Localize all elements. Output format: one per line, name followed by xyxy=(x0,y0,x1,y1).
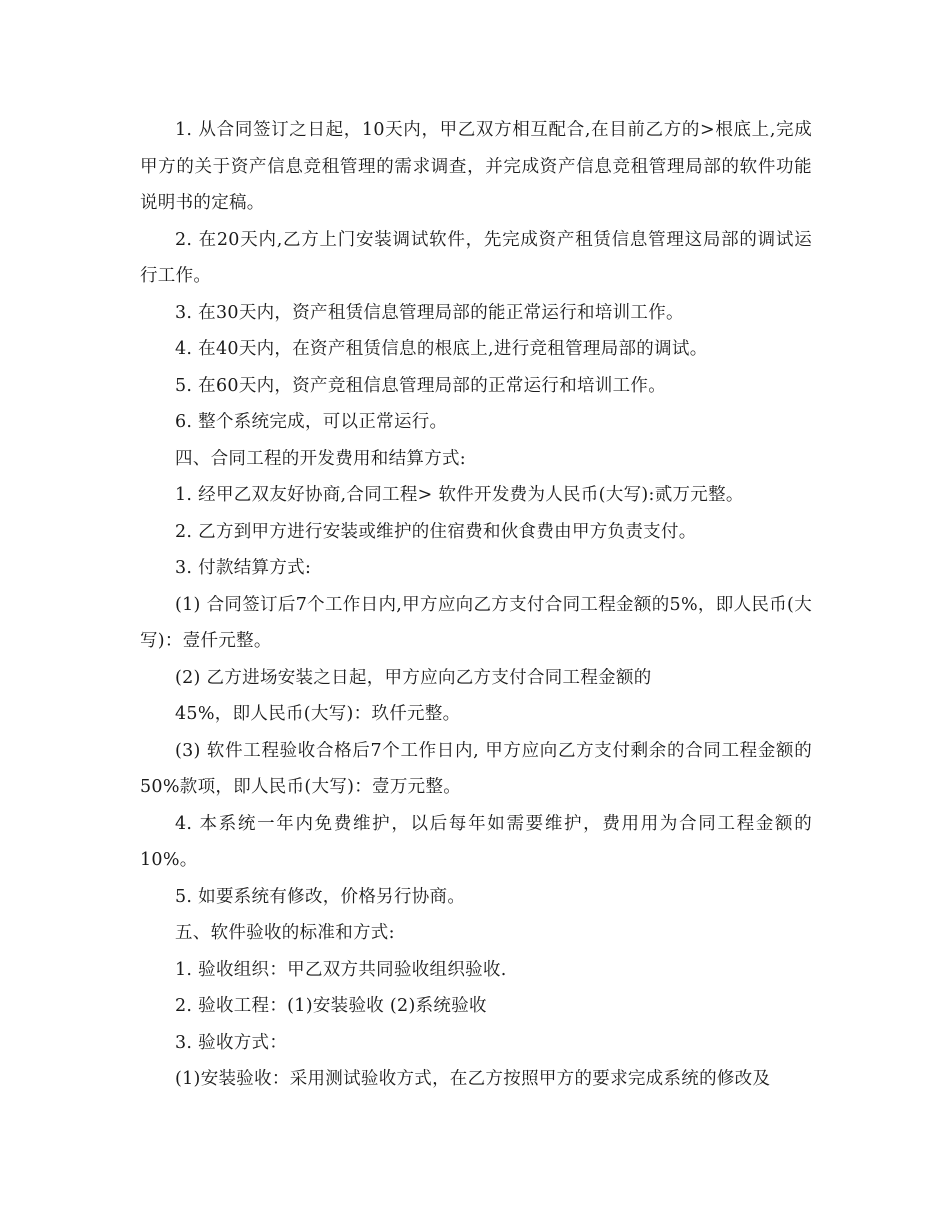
document-body xyxy=(140,112,812,1098)
section-4-heading: 四、合同工程的开发费用和结算方式: xyxy=(175,448,466,469)
payment-item-2-continued: 45%，即人民币(大写)：玖仟元整。 xyxy=(175,704,461,724)
fee-clause-4: 4. 本系统一年内免费维护，以后每年如需要维护，费用用为合同工程金额的10%。 xyxy=(140,813,812,870)
payment-item-1: (1) 合同签订后7个工作日内,甲方应向乙方支付合同工程金额的5%，即人民币(大写)：壹仟元整。 xyxy=(140,594,812,651)
fee-clause-1: 1. 经甲乙双友好协商,合同工程> 软件开发费为人民币(大写):贰万元整。 xyxy=(175,485,744,505)
section-5-heading: 五、软件验收的标准和方式: xyxy=(175,923,395,943)
clause-1-requirements: 1. 从合同签订之日起，10天内，甲乙双方相互配合,在目前乙方的>根底上,完成甲方的关于资产信息竞租管理的需求调查，并完成资产信息竞租管理局部的软件功能说明书的定稿。 xyxy=(140,120,812,213)
acceptance-clause-1: 1. 验收组织：甲乙双方共同验收组织验收. xyxy=(175,959,507,980)
acceptance-clause-3: 3. 验收方式： xyxy=(175,1032,288,1053)
payment-item-2: (2) 乙方进场安装之日起，甲方应向乙方支付合同工程金额的 xyxy=(175,667,652,688)
acceptance-clause-2: 2. 验收工程：(1)安装验收 (2)系统验收 xyxy=(175,996,487,1016)
clause-6-completion: 6. 整个系统完成，可以正常运行。 xyxy=(175,412,448,432)
fee-clause-2: 2. 乙方到甲方进行安装或维护的住宿费和伙食费由甲方负责支付。 xyxy=(175,521,697,542)
fee-clause-5: 5. 如要系统有修改，价格另行协商。 xyxy=(175,886,466,907)
clause-4-debugging: 4. 在40天内，在资产租赁信息的根底上,进行竞租管理局部的调试。 xyxy=(175,339,708,359)
payment-item-3: (3) 软件工程验收合格后7个工作日内, 甲方应向乙方支付剩余的合同工程金额的50%款项，即人民币(大写)：壹万元整。 xyxy=(140,740,812,797)
acceptance-method-1: (1)安装验收：采用测试验收方式，在乙方按照甲方的要求完成系统的修改及 xyxy=(175,1069,771,1089)
clause-2-installation: 2. 在20天内,乙方上门安装调试软件，先完成资产租赁信息管理这局部的调试运行工作。 xyxy=(140,229,812,286)
clause-5-operation: 5. 在60天内，资产竞租信息管理局部的正常运行和培训工作。 xyxy=(175,375,667,396)
fee-clause-3: 3. 付款结算方式: xyxy=(175,558,312,578)
clause-3-training: 3. 在30天内，资产租赁信息管理局部的能正常运行和培训工作。 xyxy=(175,302,684,323)
